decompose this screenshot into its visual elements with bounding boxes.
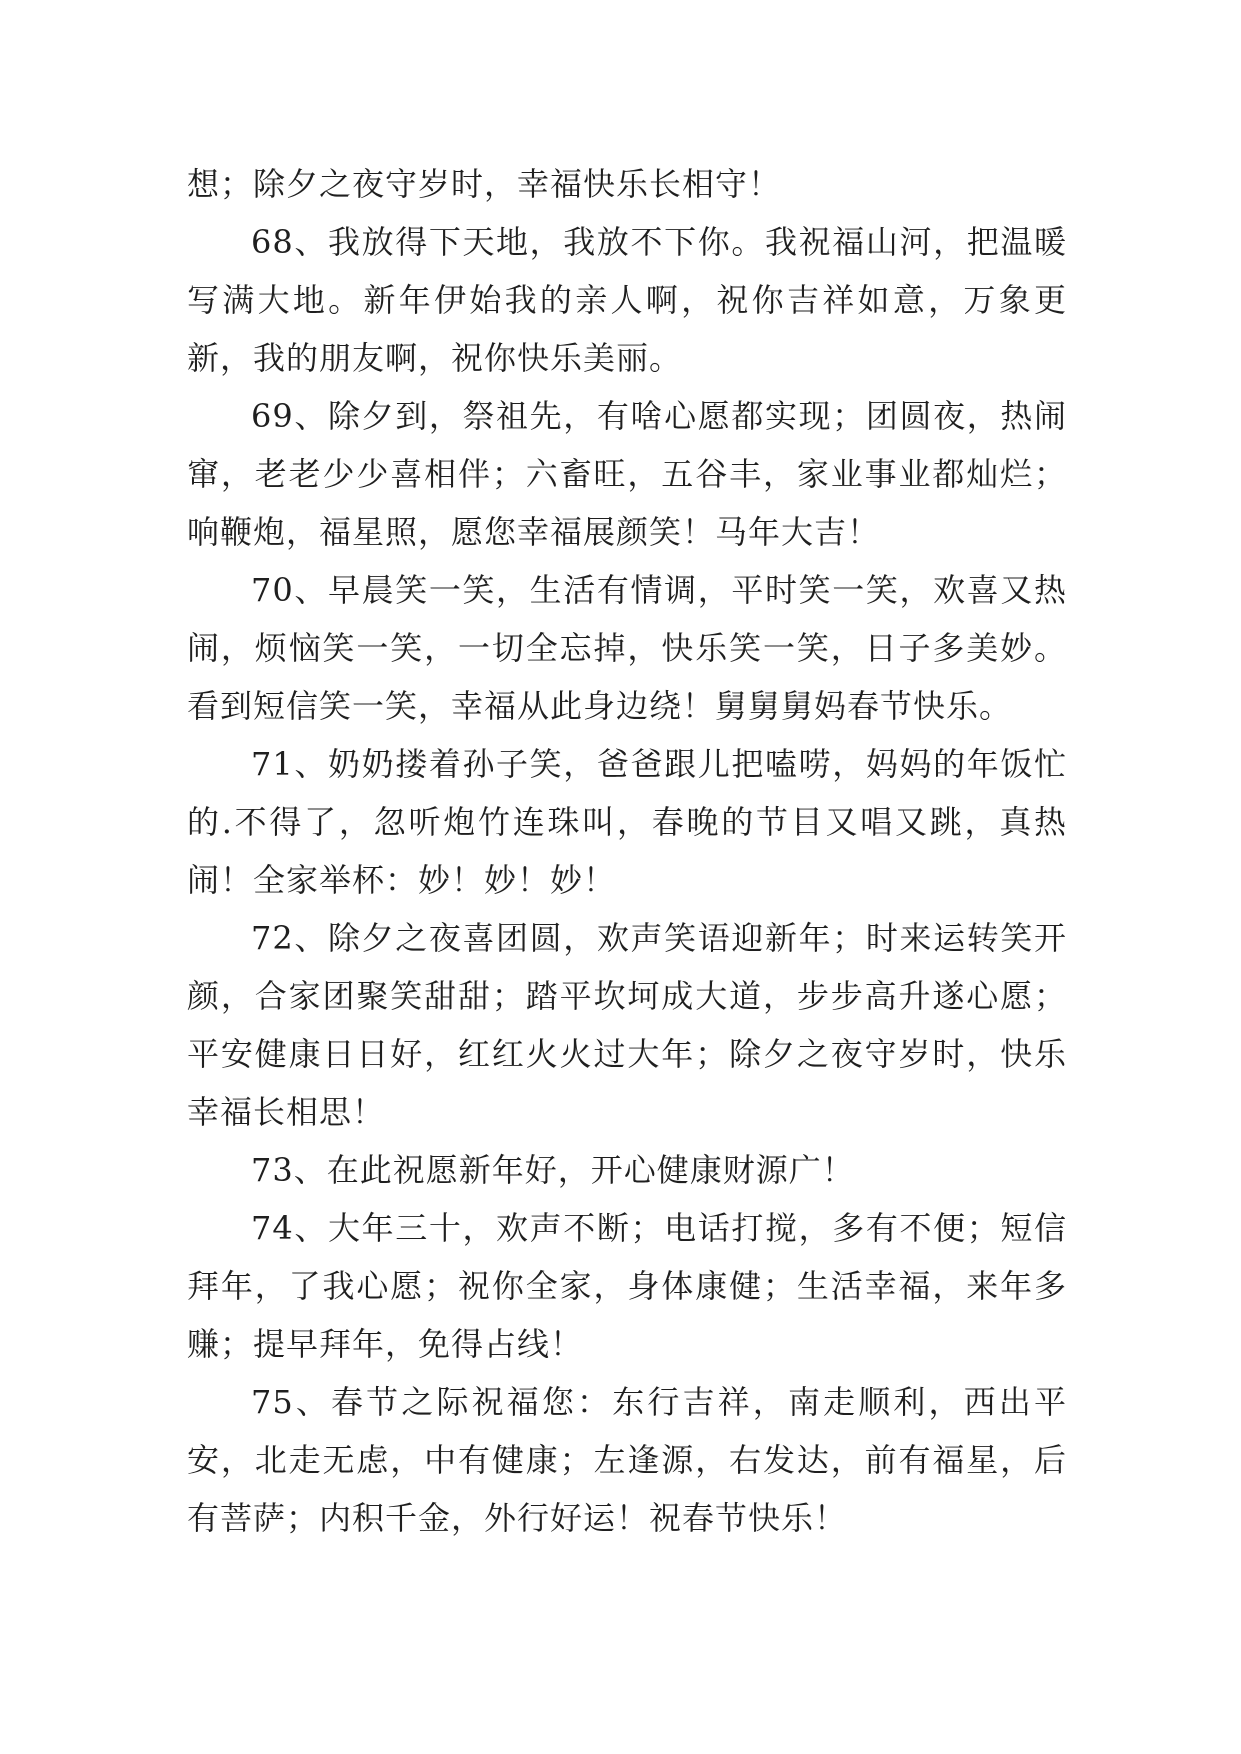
paragraph-69: 69、除夕到，祭祖先，有啥心愿都实现；团圆夜，热闹窜，老老少少喜相伴；六畜旺，五谷丰，家业事业都灿烂；响鞭炮，福星照，愿您幸福展颜笑！马年大吉！ xyxy=(187,397,1067,551)
paragraph-71: 71、奶奶搂着孙子笑，爸爸跟儿把嗑唠，妈妈的年饭忙的.不得了，忽听炮竹连珠叫，春晚的节目又唱又跳，真热闹！全家举杯：妙！妙！妙！ xyxy=(187,745,1067,899)
paragraph-75: 75、春节之际祝福您：东行吉祥，南走顺利，西出平安，北走无虑，中有健康；左逢源，右发达，前有福星，后有菩萨；内积千金，外行好运！祝春节快乐！ xyxy=(187,1383,1067,1537)
paragraph-73: 73、在此祝愿新年好，开心健康财源广！ xyxy=(251,1151,855,1189)
paragraph-continuation: 想；除夕之夜守岁时，幸福快乐长相守！ xyxy=(187,165,782,203)
document-body xyxy=(187,155,1067,1547)
paragraph-74: 74、大年三十，欢声不断；电话打搅，多有不便；短信拜年，了我心愿；祝你全家，身体康健；生活幸福，来年多赚；提早拜年，免得占线！ xyxy=(187,1209,1067,1363)
paragraph-72: 72、除夕之夜喜团圆，欢声笑语迎新年；时来运转笑开颜，合家团聚笑甜甜；踏平坎坷成大道，步步高升遂心愿；平安健康日日好，红红火火过大年；除夕之夜守岁时，快乐幸福长相思！ xyxy=(187,919,1067,1131)
paragraph-70: 70、早晨笑一笑，生活有情调，平时笑一笑，欢喜又热闹，烦恼笑一笑，一切全忘掉，快乐笑一笑，日子多美妙。看到短信笑一笑，幸福从此身边绕！舅舅舅妈春节快乐。 xyxy=(187,571,1067,725)
paragraph-68: 68、我放得下天地，我放不下你。我祝福山河，把温暖写满大地。新年伊始我的亲人啊，祝你吉祥如意，万象更新，我的朋友啊，祝你快乐美丽。 xyxy=(187,223,1067,377)
